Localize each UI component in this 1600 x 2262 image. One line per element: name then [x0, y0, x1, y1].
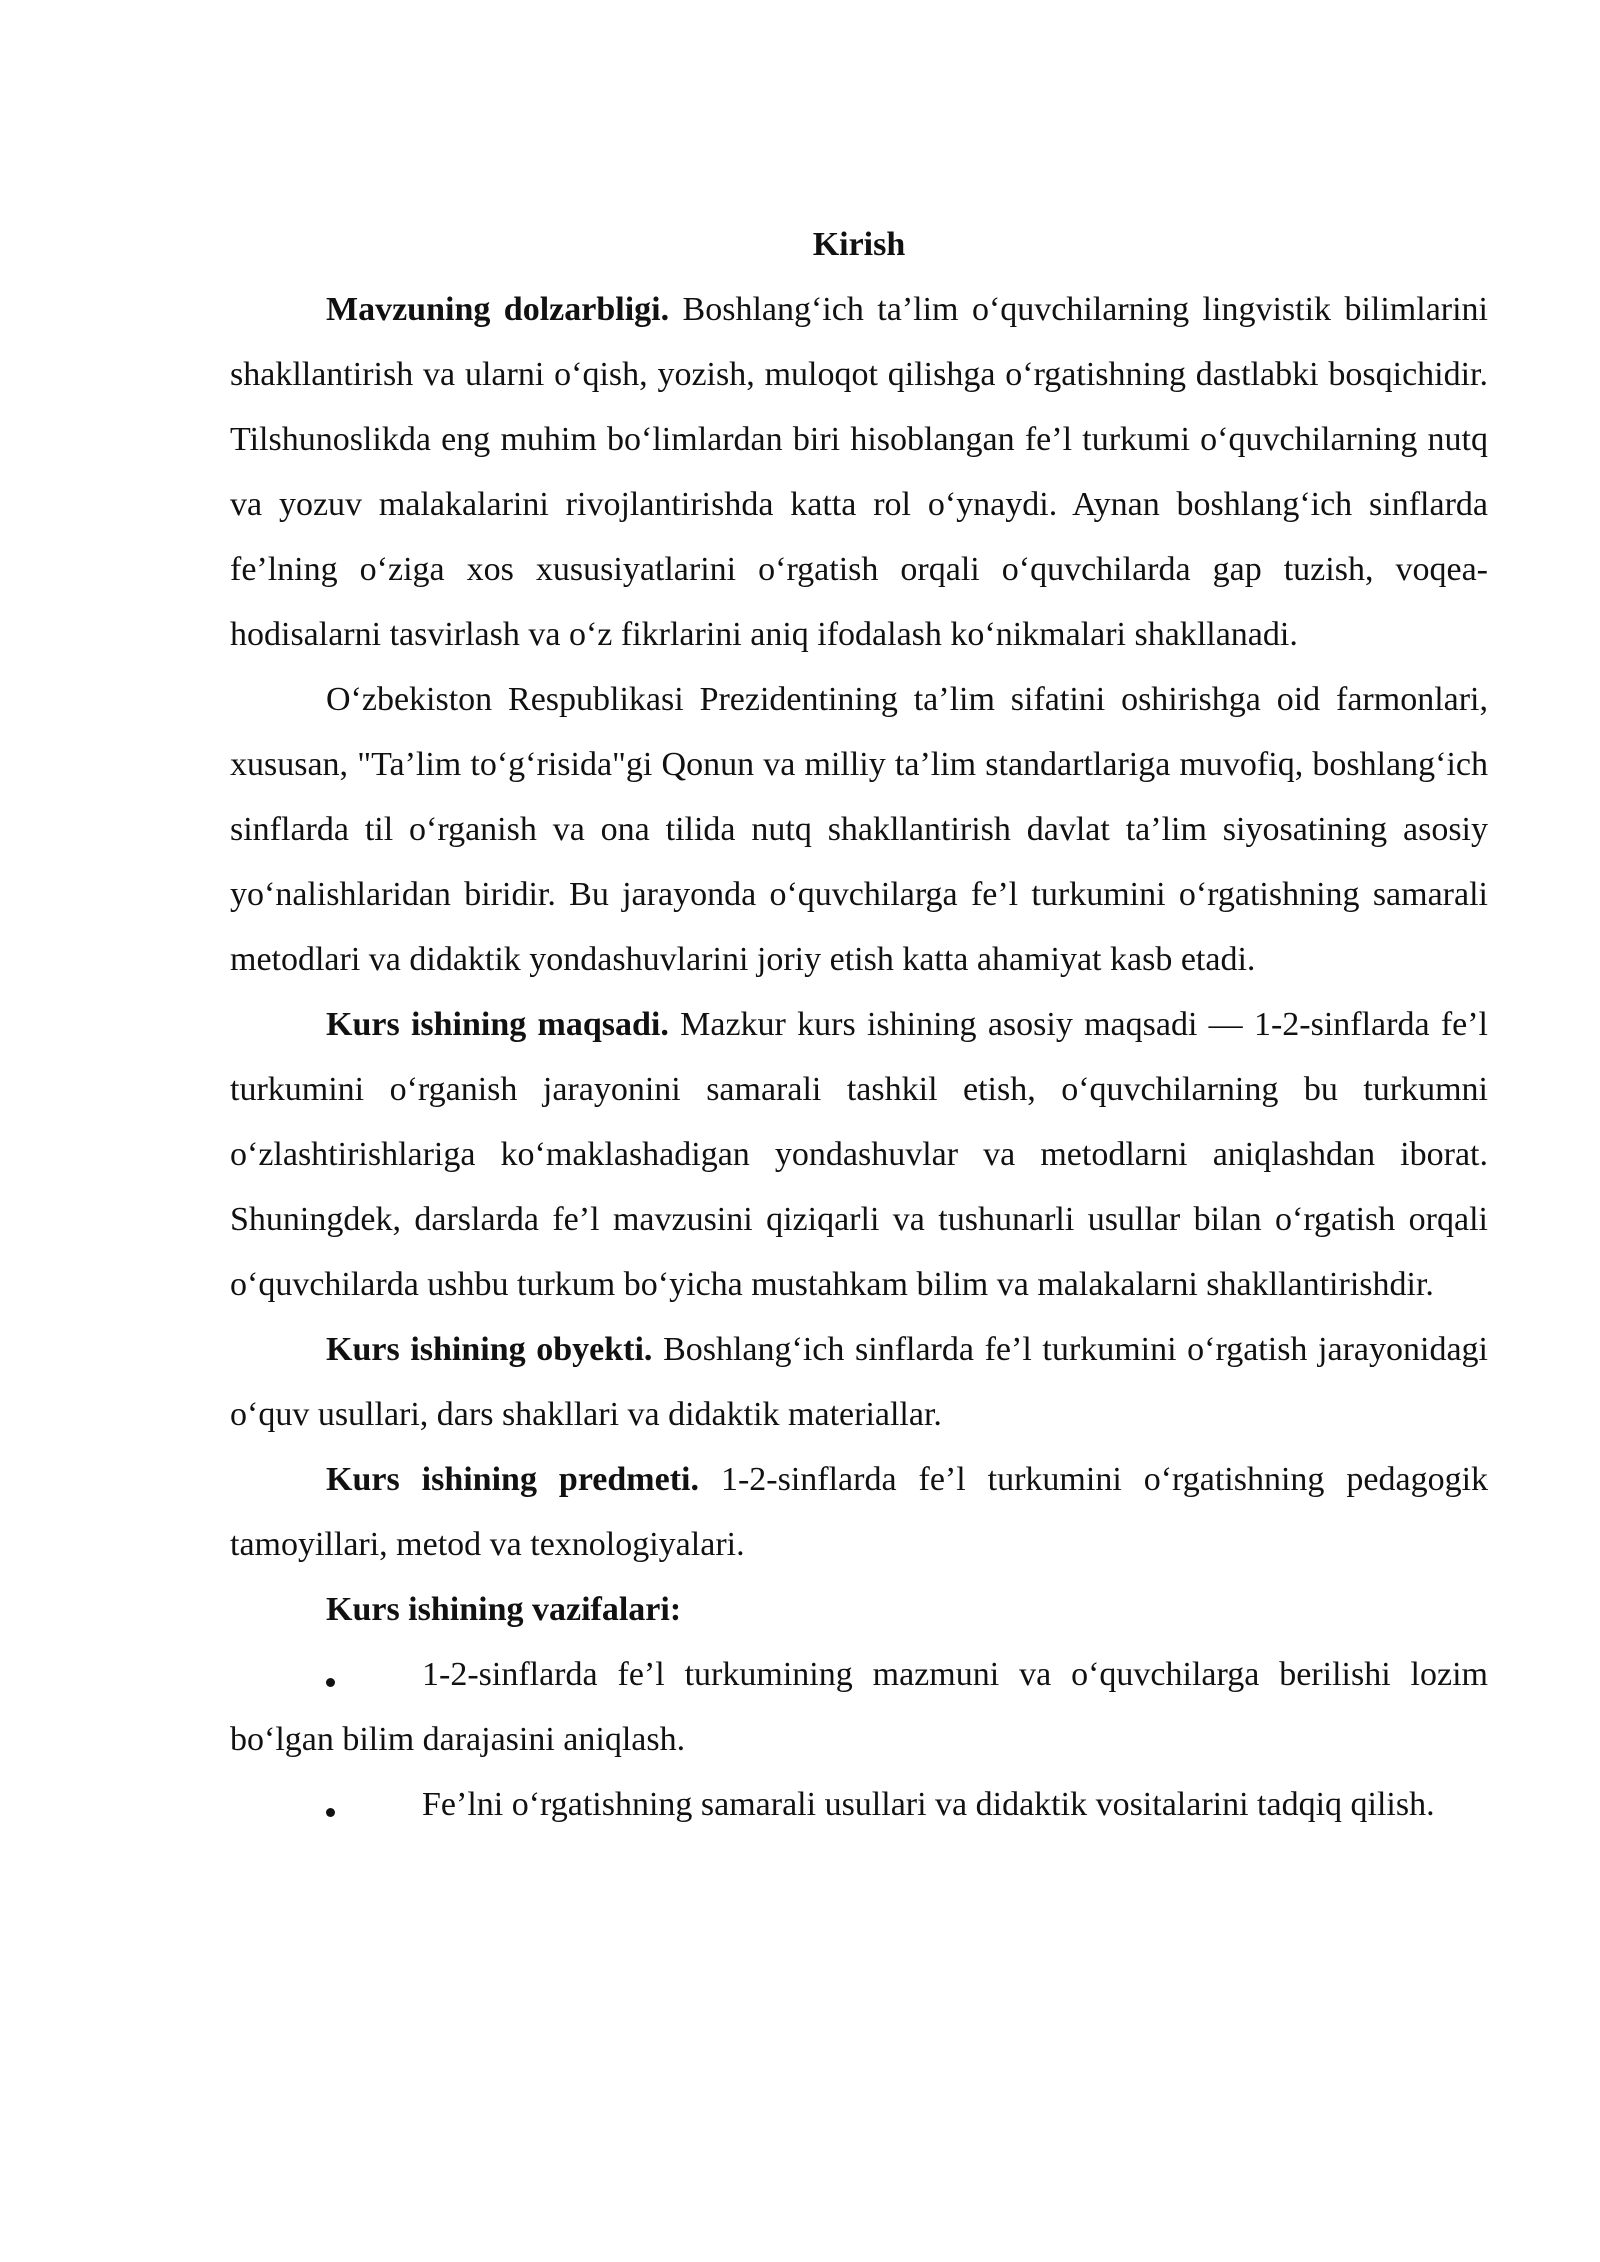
paragraph-relevance	[230, 277, 1488, 667]
paragraph-lead: Kurs ishining predmeti.	[326, 1461, 699, 1498]
task-text: Fe’lni o‘rgatishning samarali usullari va didaktik vositalarini tadqiq qilish.	[422, 1786, 1435, 1823]
paragraph-lead: Mavzuning dolzarbligi.	[326, 291, 670, 328]
document-page	[230, 212, 1488, 1837]
paragraph-text: Boshlang‘ich ta’lim o‘quvchilarning lingvistik bilimlarini shakllantirish va ularni o‘qish, yozish, muloqot qilishga o‘rgatishning dastlabki bosqichidir. Tilshunoslikda eng muhim bo‘limlardan biri hisoblangan fe’l turkumi o‘quvchilarning nutq va yozuv malakalarini rivojlantirishda katta rol o‘ynaydi. Aynan boshlang‘ich sinflarda fe’lning o‘ziga xos xususiyatlarini o‘rgatish orqali o‘quvchilarda gap tuzish, voqea-hodisalarni tasvirlash va o‘z fikrlarini aniq ifodalash ko‘nikmalari shakllanadi.	[230, 291, 1489, 653]
paragraph-text: Boshlang‘ich sinflarda fe’l turkumini o‘rgatish jarayonidagi o‘quv usullari, dars shakllari va didaktik materiallar.	[230, 1331, 1488, 1433]
paragraph-lead: Kurs ishining maqsadi.	[326, 1006, 669, 1043]
paragraph-goal	[230, 992, 1488, 1317]
paragraph-object	[230, 1317, 1488, 1447]
task-item	[230, 1642, 1488, 1772]
paragraph-policy	[230, 667, 1488, 992]
document-title: Kirish	[812, 226, 906, 263]
paragraph-text: O‘zbekiston Respublikasi Prezidentining ta’lim sifatini oshirishga oid farmonlari, xususan, "Ta’lim to‘g‘risida"gi Qonun va milliy ta’lim standartlariga muvofiq, boshlang‘ich sinflarda til o‘rganish va ona tilida nutq shakllantirish davlat ta’lim siyosatining asosiy yo‘nalishlaridan biridir. Bu jarayonda o‘quvchilarga fe’l turkumini o‘rgatishning samarali metodlari va didaktik yondashuvlarini joriy etish katta ahamiyat kasb etadi.	[230, 681, 1488, 978]
paragraph-text: 1-2-sinflarda fe’l turkumini o‘rgatishning pedagogik tamoyillari, metod va texnologiyalari.	[230, 1461, 1489, 1563]
paragraph-text: Mazkur kurs ishining asosiy maqsadi — 1-2-sinflarda fe’l turkumini o‘rganish jarayonini samarali tashkil etish, o‘quvchilarning bu turkumni o‘zlashtirishlariga ko‘maklashadigan yondashuvlar va metodlarni aniqlashdan iborat. Shuningdek, darslarda fe’l mavzusini qiziqarli va tushunarli usullar bilan o‘rgatish orqali o‘quvchilarda ushbu turkum bo‘yicha mustahkam bilim va malakalarni shakllantirishdir.	[230, 1006, 1489, 1303]
tasks-heading: Kurs ishining vazifalari:	[326, 1591, 682, 1628]
paragraph-subject	[230, 1447, 1488, 1577]
paragraph-lead: Kurs ishining obyekti.	[326, 1331, 653, 1368]
task-text: 1-2-sinflarda fe’l turkumining mazmuni va o‘quvchilarga berilishi lozim bo‘lgan bilim darajasini aniqlash.	[230, 1656, 1488, 1758]
task-item	[230, 1772, 1488, 1837]
bullet-icon	[326, 1808, 335, 1817]
bullet-icon	[326, 1678, 335, 1687]
